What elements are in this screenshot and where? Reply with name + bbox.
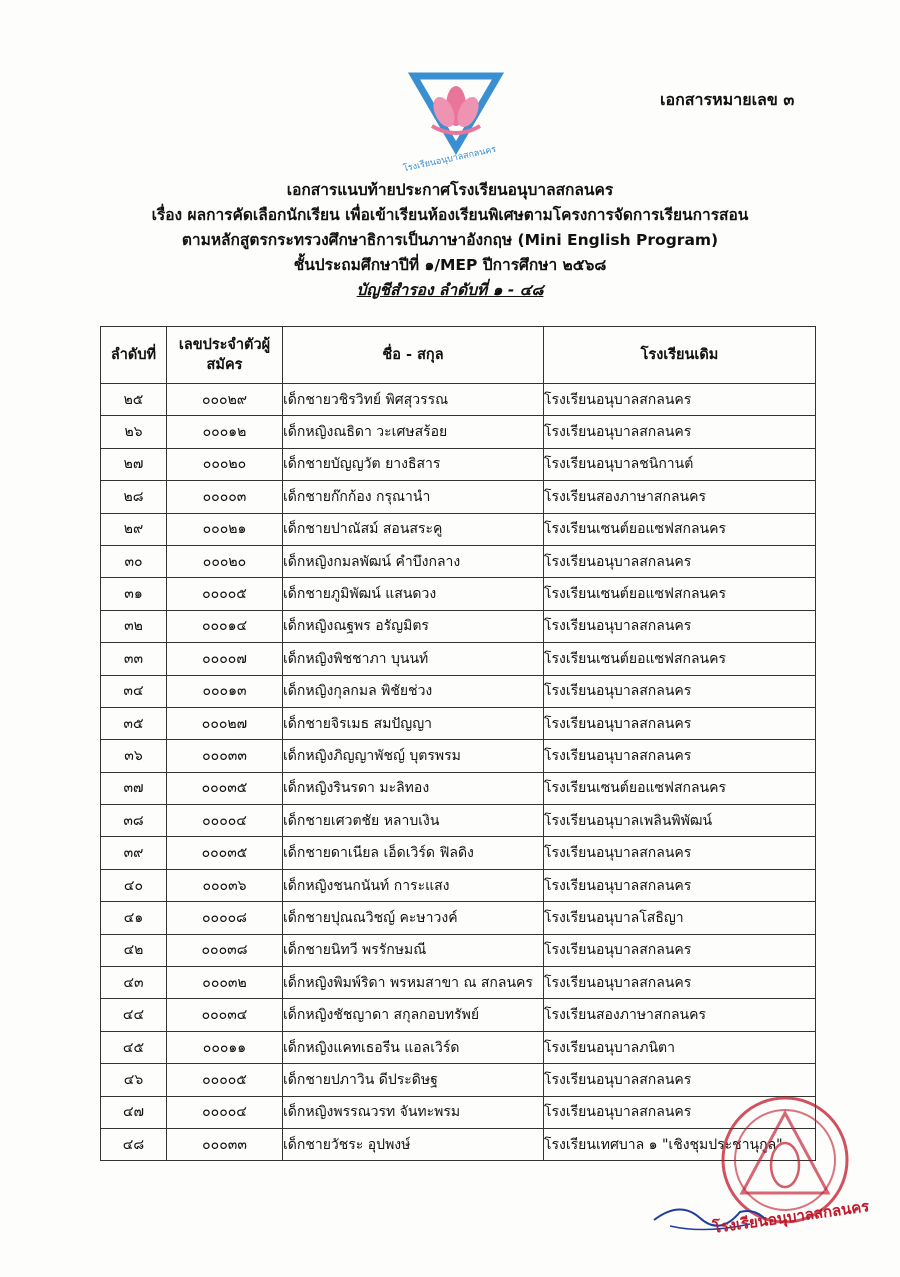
row-previous-school: โรงเรียนเซนต์ยอแซฟสกลนคร	[544, 513, 816, 545]
row-full-name: เด็กหญิงณฐพร อรัญมิตร	[283, 610, 544, 642]
row-full-name: เด็กชายภูมิพัฒน์ แสนดวง	[283, 578, 544, 610]
table-row	[101, 934, 816, 966]
row-applicant-id: ๐๐๐๓๕	[167, 772, 283, 804]
row-number: ๔๐	[101, 869, 167, 901]
row-number: ๒๙	[101, 513, 167, 545]
header-applicant-id: เลขประจำตัวผู้สมัคร	[167, 327, 283, 384]
row-full-name: เด็กหญิงชัชญาดา สกุลกอบทรัพย์	[283, 999, 544, 1031]
row-previous-school: โรงเรียนอนุบาลสกลนคร	[544, 416, 816, 448]
document-number: เอกสารหมายเลข ๓	[660, 90, 795, 109]
row-full-name: เด็กชายบัญญวัต ยางธิสาร	[283, 448, 544, 480]
table-header-row	[101, 327, 816, 384]
row-full-name: เด็กชายวัชระ อุปพงษ์	[283, 1128, 544, 1160]
row-applicant-id: ๐๐๐๑๒	[167, 416, 283, 448]
row-previous-school: โรงเรียนอนุบาลสกลนคร	[544, 610, 816, 642]
row-applicant-id: ๐๐๐๑๔	[167, 610, 283, 642]
row-previous-school: โรงเรียนอนุบาลสกลนคร	[544, 934, 816, 966]
row-previous-school: โรงเรียนอนุบาลสกลนคร	[544, 740, 816, 772]
row-number: ๓๖	[101, 740, 167, 772]
row-previous-school: โรงเรียนอนุบาลสกลนคร	[544, 384, 816, 416]
row-previous-school: โรงเรียนอนุบาลสกลนคร	[544, 1064, 816, 1096]
row-previous-school: โรงเรียนอนุบาลสกลนคร	[544, 967, 816, 999]
table-row	[101, 448, 816, 480]
table-row	[101, 740, 816, 772]
row-previous-school: โรงเรียนอนุบาลสกลนคร	[544, 707, 816, 739]
seal-caption: โรงเรียนอนุบาลสกลนคร	[711, 1197, 871, 1237]
row-applicant-id: ๐๐๐๒๑	[167, 513, 283, 545]
row-applicant-id: ๐๐๐๓๒	[167, 967, 283, 999]
table-row	[101, 578, 816, 610]
row-number: ๓๗	[101, 772, 167, 804]
row-number: ๓๓	[101, 643, 167, 675]
logo-caption: โรงเรียนอนุบาลสกลนคร	[402, 144, 498, 175]
table-row	[101, 1031, 816, 1063]
row-full-name: เด็กชายปภาวิน ดีประดิษฐ	[283, 1064, 544, 1096]
row-applicant-id: ๐๐๐๐๘	[167, 902, 283, 934]
table-row	[101, 772, 816, 804]
document-heading	[0, 178, 900, 303]
table-row	[101, 837, 816, 869]
row-number: ๔๑	[101, 902, 167, 934]
row-full-name: เด็กหญิงณธิดา วะเศษสร้อย	[283, 416, 544, 448]
row-number: ๒๕	[101, 384, 167, 416]
table-row	[101, 707, 816, 739]
table-row	[101, 513, 816, 545]
header-previous-school: โรงเรียนเดิม	[544, 327, 816, 384]
header-full-name: ชื่อ - สกุล	[283, 327, 544, 384]
table-row	[101, 675, 816, 707]
row-previous-school: โรงเรียนอนุบาลสกลนคร	[544, 869, 816, 901]
row-full-name: เด็กชายจิรเมธ สมปัญญา	[283, 707, 544, 739]
heading-line-4: ชั้นประถมศึกษาปีที่ ๑/MEP ปีการศึกษา ๒๕๖๘	[293, 256, 607, 274]
row-number: ๔๘	[101, 1128, 167, 1160]
row-applicant-id: ๐๐๐๐๓	[167, 481, 283, 513]
heading-line-1: เอกสารแนบท้ายประกาศโรงเรียนอนุบาลสกลนคร	[286, 181, 614, 199]
row-previous-school: โรงเรียนอนุบาลชนิกานต์	[544, 448, 816, 480]
row-full-name: เด็กหญิงพรรณวรท จันทะพรม	[283, 1096, 544, 1128]
row-full-name: เด็กชายวชิรวิทย์ พิศสุวรรณ	[283, 384, 544, 416]
row-number: ๓๘	[101, 805, 167, 837]
row-previous-school: โรงเรียนสองภาษาสกลนคร	[544, 999, 816, 1031]
reserve-list-table	[100, 326, 816, 1161]
table-row	[101, 1064, 816, 1096]
row-number: ๒๘	[101, 481, 167, 513]
row-full-name: เด็กชายปาณัสม์ สอนสระคู	[283, 513, 544, 545]
row-full-name: เด็กหญิงพิมพ์ริดา พรหมสาขา ณ สกลนคร	[283, 967, 544, 999]
row-applicant-id: ๐๐๐๐๗	[167, 643, 283, 675]
row-number: ๒๖	[101, 416, 167, 448]
row-applicant-id: ๐๐๐๓๘	[167, 934, 283, 966]
row-applicant-id: ๐๐๐๓๓	[167, 740, 283, 772]
row-number: ๔๕	[101, 1031, 167, 1063]
row-applicant-id: ๐๐๐๒๙	[167, 384, 283, 416]
row-applicant-id: ๐๐๐๓๓	[167, 1128, 283, 1160]
table-row	[101, 416, 816, 448]
row-number: ๓๒	[101, 610, 167, 642]
table-row	[101, 610, 816, 642]
table-row	[101, 643, 816, 675]
row-number: ๔๓	[101, 967, 167, 999]
row-applicant-id: ๐๐๐๒๐	[167, 448, 283, 480]
row-number: ๓๙	[101, 837, 167, 869]
row-previous-school: โรงเรียนอนุบาลภนิตา	[544, 1031, 816, 1063]
row-number: ๔๗	[101, 1096, 167, 1128]
table-row	[101, 1096, 816, 1128]
row-full-name: เด็กชายปุณณวิชญ์ คะษาวงค์	[283, 902, 544, 934]
table-row	[101, 869, 816, 901]
table-row	[101, 805, 816, 837]
row-applicant-id: ๐๐๐๑๓	[167, 675, 283, 707]
row-applicant-id: ๐๐๐๓๖	[167, 869, 283, 901]
row-previous-school: โรงเรียนอนุบาลโสธิญา	[544, 902, 816, 934]
row-number: ๓๔	[101, 675, 167, 707]
row-number: ๔๖	[101, 1064, 167, 1096]
table-row	[101, 967, 816, 999]
row-previous-school: โรงเรียนสองภาษาสกลนคร	[544, 481, 816, 513]
row-applicant-id: ๐๐๐๓๔	[167, 999, 283, 1031]
row-previous-school: โรงเรียนอนุบาลสกลนคร	[544, 675, 816, 707]
table-body	[101, 384, 816, 1161]
row-number: ๓๕	[101, 707, 167, 739]
row-applicant-id: ๐๐๐๒๐	[167, 545, 283, 577]
row-number: ๔๒	[101, 934, 167, 966]
row-previous-school: โรงเรียนอนุบาลสกลนคร	[544, 545, 816, 577]
heading-line-3: ตามหลักสูตรกระทรวงศึกษาธิการเป็นภาษาอังกฤษ (Mini English Program)	[181, 231, 719, 249]
row-previous-school: โรงเรียนเซนต์ยอแซฟสกลนคร	[544, 578, 816, 610]
heading-line-2: เรื่อง ผลการคัดเลือกนักเรียน เพื่อเข้าเรียนห้องเรียนพิเศษตามโครงการจัดการเรียนการสอน	[151, 206, 749, 224]
row-full-name: เด็กหญิงรินรดา มะลิทอง	[283, 772, 544, 804]
row-applicant-id: ๐๐๐๒๗	[167, 707, 283, 739]
table-row	[101, 481, 816, 513]
row-applicant-id: ๐๐๐๓๕	[167, 837, 283, 869]
header-number: ลำดับที่	[101, 327, 167, 384]
row-previous-school: โรงเรียนอนุบาลเพลินพิพัฒน์	[544, 805, 816, 837]
table-row	[101, 384, 816, 416]
row-number: ๔๔	[101, 999, 167, 1031]
row-applicant-id: ๐๐๐๐๔	[167, 805, 283, 837]
row-full-name: เด็กหญิงกมลพัฒน์ คำบึงกลาง	[283, 545, 544, 577]
row-applicant-id: ๐๐๐๐๕	[167, 578, 283, 610]
row-previous-school: โรงเรียนเทศบาล ๑ "เชิงชุมประชานุกูล"	[544, 1128, 816, 1160]
table-row	[101, 999, 816, 1031]
row-number: ๓๐	[101, 545, 167, 577]
row-full-name: เด็กหญิงกุลกมล พิชัยช่วง	[283, 675, 544, 707]
row-full-name: เด็กชายนิทวี พรรักษมณี	[283, 934, 544, 966]
row-number: ๒๗	[101, 448, 167, 480]
row-applicant-id: ๐๐๐๑๑	[167, 1031, 283, 1063]
heading-subtitle: บัญชีสำรอง ลำดับที่ ๑ - ๔๘	[356, 281, 544, 299]
row-previous-school: โรงเรียนเซนต์ยอแซฟสกลนคร	[544, 772, 816, 804]
table-row	[101, 1128, 816, 1160]
row-number: ๓๑	[101, 578, 167, 610]
row-applicant-id: ๐๐๐๐๔	[167, 1096, 283, 1128]
row-full-name: เด็กหญิงแคทเธอรีน แอลเวิร์ด	[283, 1031, 544, 1063]
row-previous-school: โรงเรียนอนุบาลสกลนคร	[544, 837, 816, 869]
row-previous-school: โรงเรียนเซนต์ยอแซฟสกลนคร	[544, 643, 816, 675]
table-row	[101, 545, 816, 577]
table-row	[101, 902, 816, 934]
row-previous-school: โรงเรียนอนุบาลสกลนคร	[544, 1096, 816, 1128]
row-full-name: เด็กหญิงชนกนันท์ การะแสง	[283, 869, 544, 901]
row-full-name: เด็กหญิงภิญญาพัชญ์ บุตรพรม	[283, 740, 544, 772]
row-full-name: เด็กหญิงพิชชาภา บุนนท์	[283, 643, 544, 675]
row-full-name: เด็กชายก๊กก้อง กรุณานำ	[283, 481, 544, 513]
row-full-name: เด็กชายเศวตชัย หลาบเงิน	[283, 805, 544, 837]
row-applicant-id: ๐๐๐๐๕	[167, 1064, 283, 1096]
row-full-name: เด็กชายดาเนียล เอ็ดเวิร์ด ฟิลดิง	[283, 837, 544, 869]
